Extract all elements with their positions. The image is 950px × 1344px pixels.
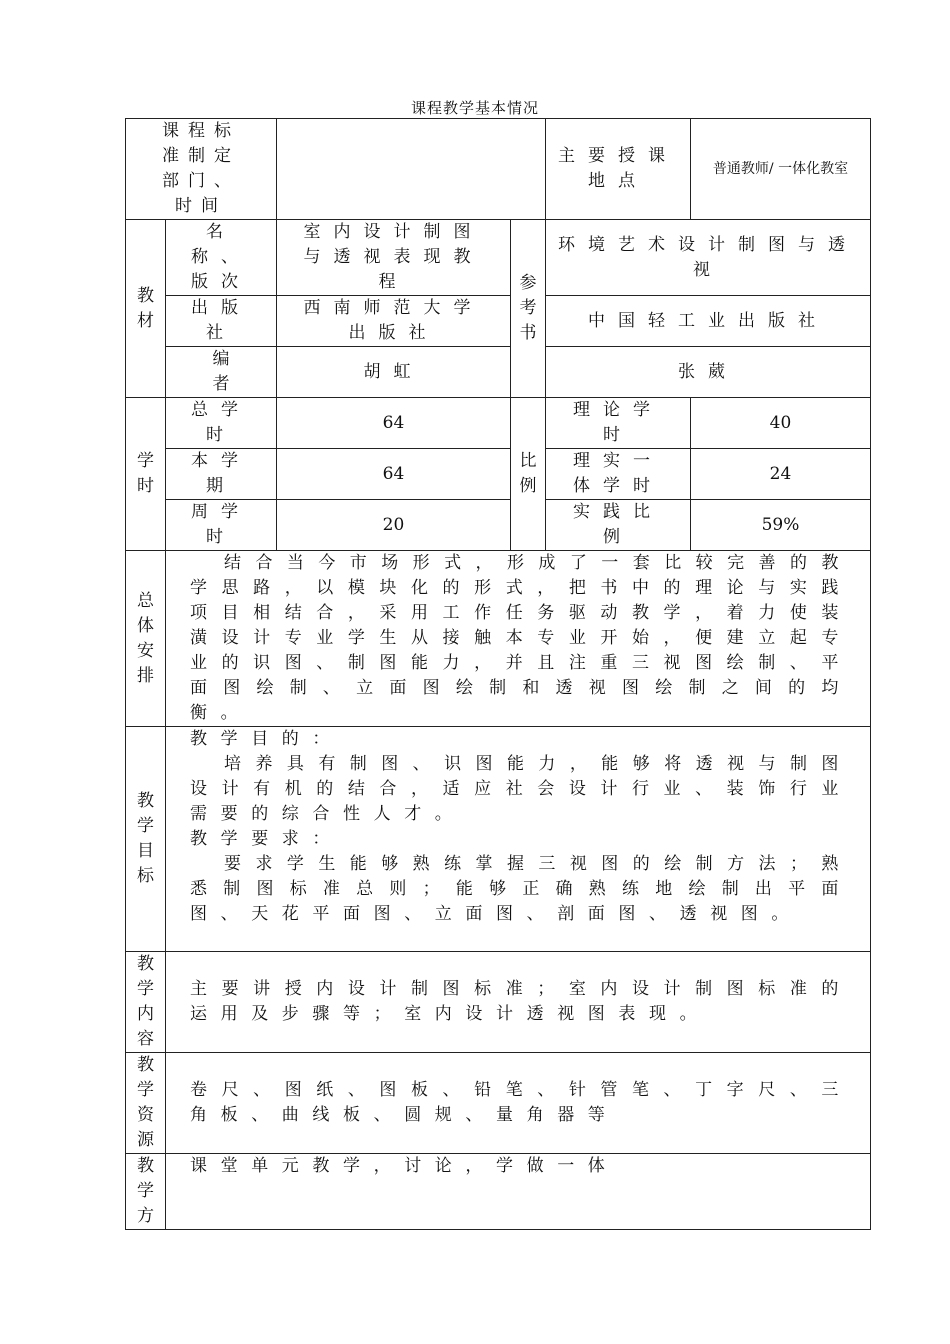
practice-ratio-label: 实践比例	[573, 502, 663, 547]
objectives-cell	[166, 727, 871, 952]
purpose-text: 培养具有制图、识图能力，能够将透视与制图设计有机的结合，适应社会设计行业、装饰行业需要的综合性人才。	[190, 754, 852, 824]
resources-text: 卷尺、图纸、图板、铅笔、针管笔、丁字尺、三角板、曲线板、圆规、量角器等	[190, 1080, 852, 1125]
integrated-hours-label: 理实一体学时	[573, 451, 663, 496]
page-title: 课程教学基本情况	[410, 99, 539, 117]
methods-label: 教学方	[137, 1156, 154, 1226]
reference-name: 环境艺术设计制图与透视	[558, 234, 858, 280]
reference-editor: 张葳	[678, 361, 738, 382]
textbook-name-label-cell	[166, 220, 277, 296]
week-hours-label-cell	[166, 500, 277, 551]
textbook-name-label: 名称、版次	[191, 222, 251, 292]
editor-label: 编者	[212, 349, 230, 394]
ratio-label-cell	[511, 398, 546, 551]
reference-label-cell	[511, 220, 546, 398]
total-hours-value: 64	[277, 398, 511, 449]
resources-cell	[166, 1053, 871, 1154]
ratio-label: 比例	[519, 451, 537, 496]
content-label-cell	[126, 952, 166, 1053]
hours-group-label: 学时	[137, 451, 154, 496]
practice-ratio-value: 59%	[691, 500, 871, 551]
reference-editor-cell	[546, 347, 871, 398]
standard-dept-value	[277, 119, 546, 220]
total-hours-label: 总学时	[191, 400, 251, 445]
reference-publisher-cell	[546, 296, 871, 347]
arrangement-cell	[166, 551, 871, 727]
location-label: 主要授课地点	[558, 146, 678, 191]
reference-label: 参考书	[519, 273, 537, 343]
methods-cell	[166, 1154, 871, 1230]
publisher-value-cell	[277, 296, 511, 347]
resources-label-cell	[126, 1053, 166, 1154]
practice-ratio-label-cell	[546, 500, 691, 551]
content-label: 教学内容	[137, 954, 154, 1049]
textbook-group-label: 教材	[137, 285, 154, 331]
purpose-heading: 教学目的：	[190, 729, 343, 749]
reference-name-cell	[546, 220, 871, 296]
methods-text: 课堂单元教学，讨论，学做一体	[190, 1156, 619, 1176]
location-value-cell	[691, 119, 871, 220]
term-hours-value: 64	[277, 449, 511, 500]
textbook-group-cell	[126, 220, 166, 398]
resources-label: 教学资源	[137, 1055, 154, 1150]
publisher-value: 西南师范大学出版社	[303, 298, 484, 343]
requirement-text: 要求学生能够熟练掌握三视图的绘制方法；熟悉制图标准总则；能够正确熟练地绘制出平面图、天花平面图、立面图、剖面图、透视图。	[190, 854, 852, 924]
integrated-hours-label-cell	[546, 449, 691, 500]
objectives-label: 教学目标	[137, 791, 154, 886]
integrated-hours-value: 24	[691, 449, 871, 500]
editor-value: 胡虹	[363, 361, 424, 382]
publisher-label-cell	[166, 296, 277, 347]
textbook-name-value-cell	[277, 220, 511, 296]
theory-hours-label-cell	[546, 398, 691, 449]
week-hours-value: 20	[277, 500, 511, 551]
theory-hours-value: 40	[691, 398, 871, 449]
week-hours-label: 周学时	[191, 502, 251, 547]
total-hours-label-cell	[166, 398, 277, 449]
objectives-label-cell	[126, 727, 166, 952]
editor-value-cell	[277, 347, 511, 398]
location-value: 普通教师/ 一体化教室	[712, 160, 849, 177]
term-hours-label-cell	[166, 449, 277, 500]
arrangement-label-cell	[126, 551, 166, 727]
theory-hours-label: 理论学时	[573, 400, 663, 445]
arrangement-text: 结合当今市场形式，形成了一套比较完善的教学思路，以模块化的形式，把书中的理论与实践项目相结合，采用工作任务驱动教学，着力使装潢设计专业学生从接触本专业开始，便建立起专业的识图、制图能力，并且注重三视图绘制、平面图绘制、立面图绘制和透视图绘制之间的均衡。	[190, 553, 852, 723]
location-label-cell	[546, 119, 691, 220]
reference-publisher: 中国轻工业出版社	[588, 310, 828, 331]
course-info-table	[125, 118, 871, 1230]
term-hours-label: 本学期	[191, 451, 251, 496]
publisher-label: 出版社	[191, 298, 251, 343]
content-text: 主要讲授内设计制图标准；室内设计制图标准的运用及步骤等；室内设计透视图表现。	[190, 979, 852, 1024]
textbook-name-value: 室内设计制图与透视表现教程	[303, 222, 484, 292]
methods-label-cell	[126, 1154, 166, 1230]
requirement-heading: 教学要求：	[190, 829, 343, 849]
hours-group-cell	[126, 398, 166, 551]
editor-label-cell	[166, 347, 277, 398]
content-cell	[166, 952, 871, 1053]
standard-dept-label-cell	[126, 119, 277, 220]
standard-dept-label: 课程标准制定部门、时间	[162, 121, 240, 216]
arrangement-label: 总体安排	[137, 590, 154, 686]
